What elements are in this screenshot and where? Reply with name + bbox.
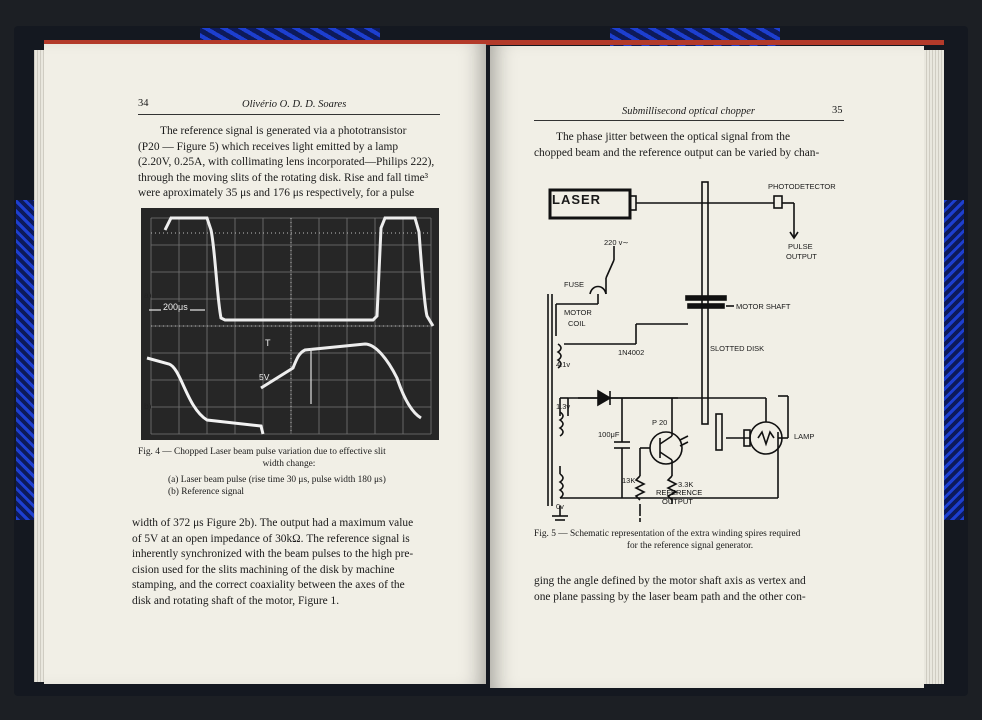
fuse-label: FUSE [564, 280, 585, 289]
diode-label: 1N4002 [618, 348, 645, 357]
text-line: The reference signal is generated via a phototransistor [160, 125, 407, 137]
schematic-diagram [538, 176, 848, 522]
running-head: Submillisecond optical chopper [622, 106, 755, 117]
text-line: stamping, and the correct coaxiality between the axes of the [132, 579, 405, 592]
figure-5-caption [534, 528, 846, 552]
text-line: (2.20V, 0.25A, with collimating lens incorporated—Philips 222), [138, 156, 435, 169]
caption-line: Fig. 4 — Chopped Laser beam pulse variation due to effective slit [138, 447, 386, 457]
scope-time-label: 200μs [163, 302, 188, 312]
paragraph-top [534, 130, 844, 161]
text-line: of 5V at an open impedance of 30kΩ. The reference signal is [132, 532, 410, 545]
caption-line: for the reference signal generator. [626, 541, 754, 551]
page-stack-right [924, 50, 944, 684]
text-line: chopped beam and the reference output can be varied by chan- [534, 146, 820, 159]
caption-item-a: (a) Laser beam pulse (rise time 30 μs, pulse width 180 μs) [168, 475, 386, 485]
paragraph-bottom [132, 516, 440, 610]
tap-4-1v: 4.1v [556, 360, 571, 369]
capacitor-label: 100μF [598, 430, 620, 439]
cover-pattern-right [944, 200, 964, 520]
header-rule [138, 114, 440, 115]
page-number: 34 [138, 98, 149, 109]
coil-label: COIL [568, 319, 586, 328]
text-line: (P20 — Figure 5) which receives light emitted by a lamp [138, 140, 399, 153]
caption-line: width change: [262, 459, 316, 469]
motor-shaft-label: MOTOR SHAFT [736, 302, 791, 311]
reference-label: REFERENCE [656, 488, 703, 497]
voltage-label: 220 v∼ [604, 238, 629, 247]
scope-label-a: a) [144, 290, 152, 300]
resistor-13k-label: 13K [622, 476, 636, 485]
scope-label-b: b) [144, 401, 152, 411]
paragraph-top [138, 124, 444, 202]
oscilloscope-photo [141, 208, 439, 440]
resistor-3-3k-label: 3.3K [678, 480, 694, 489]
caption-item-b: (b) Reference signal [168, 487, 245, 497]
motor-label: MOTOR [564, 308, 592, 317]
left-page [44, 44, 486, 684]
scope-volt-label: 5V [259, 372, 270, 382]
text-line: ging the angle defined by the motor shaft axis as vertex and [534, 575, 806, 587]
text-line: one plane passing by the laser beam path and the other con- [534, 590, 806, 603]
laser-label: LASER [552, 192, 602, 207]
figure-4-caption [138, 446, 440, 498]
caption-line: Fig. 5 — Schematic representation of the extra winding spires required [534, 529, 801, 539]
text-line: width of 372 μs Figure 2b). The output had a maximum value [132, 517, 414, 529]
slotted-disk-label: SLOTTED DISK [710, 344, 765, 353]
text-line: disk and rotating shaft of the motor, Figure 1. [132, 594, 340, 607]
lamp-label: LAMP [794, 432, 815, 441]
tap-1-3v: 1.3v [556, 402, 571, 411]
tap-0v: 0v [556, 502, 564, 511]
scope-marker: T [265, 338, 271, 348]
reference-output-label: OUTPUT [662, 497, 693, 506]
cover-pattern-top-right [610, 28, 780, 48]
paragraph-bottom [534, 574, 844, 605]
page-number: 35 [832, 105, 843, 116]
pulse-label: PULSE [788, 242, 813, 251]
header-rule [534, 120, 844, 121]
text-line: cision used for the slits machining of the disk by machine [132, 563, 395, 576]
text-line: through the moving slits of the rotating disk. Rise and fall time³ [138, 171, 429, 184]
photodetector-label: PHOTODETECTOR [768, 182, 836, 191]
right-page [490, 46, 924, 688]
transistor-label: P 20 [652, 418, 668, 427]
pulse-output-label: OUTPUT [786, 252, 817, 261]
running-head: Olivério O. D. D. Soares [242, 99, 347, 110]
text-line: were aproximately 35 μs and 176 μs respectively, for a pulse [138, 187, 415, 200]
text-line: inherently synchronized with the beam pulses to the high pre- [132, 548, 414, 561]
text-line: The phase jitter between the optical signal from the [556, 131, 791, 143]
